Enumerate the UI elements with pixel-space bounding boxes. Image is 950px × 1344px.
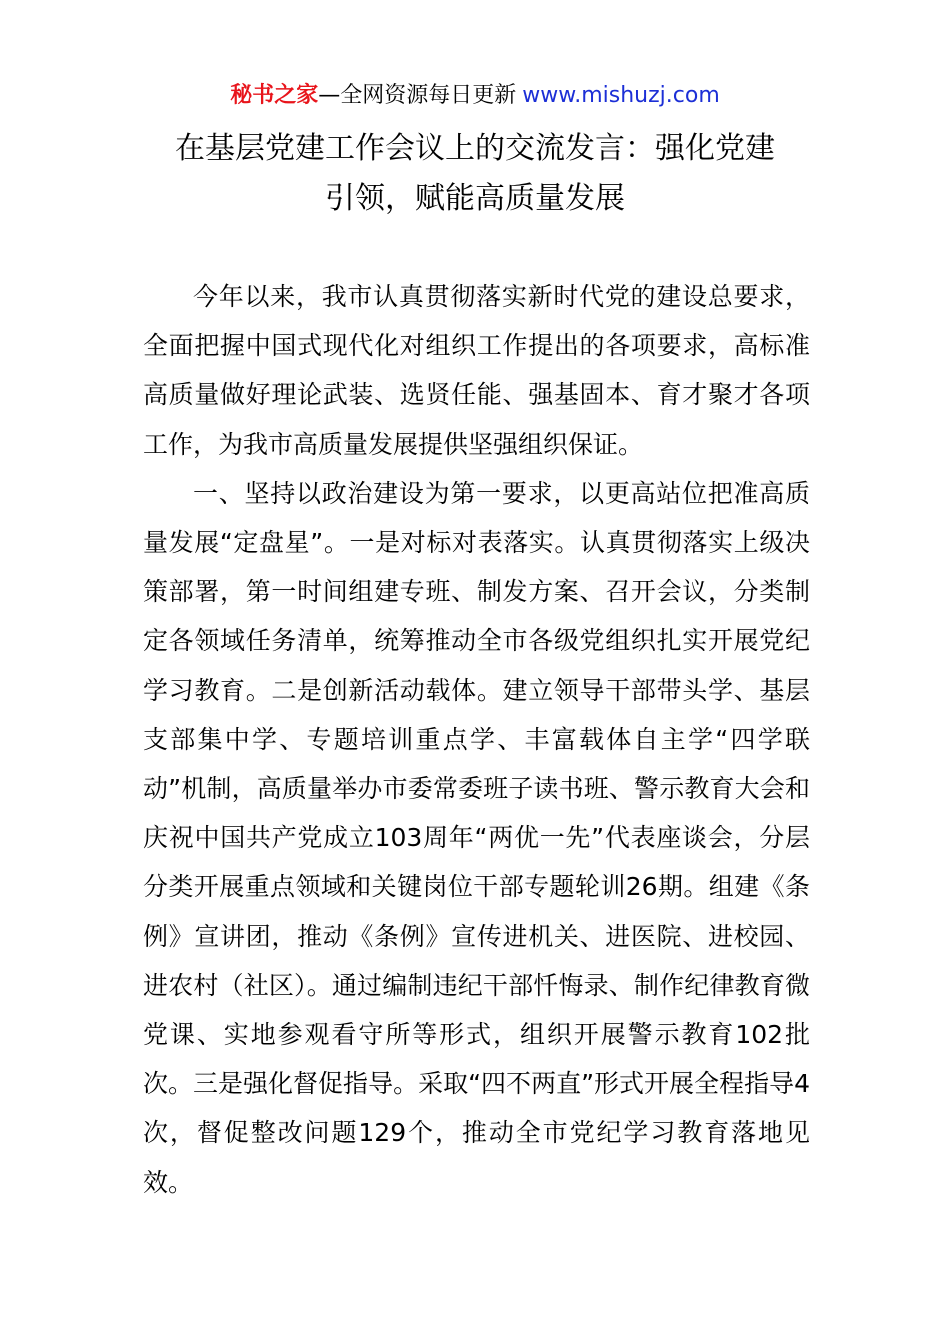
title-line-2: 引领，赋能高质量发展 [325,181,625,216]
title-line-1: 在基层党建工作会议上的交流发言：强化党建 [175,131,775,166]
site-header [0,80,950,112]
paragraph-section-1: 一、坚持以政治建设为第一要求，以更高站位把准高质量发展“定盘星”。一是对标对表落实。认真贯彻落实上级决策部署，第一时间组建专班、制发方案、召开会议，分类制定各领域任务清单，统筹推动全市各级党组织扎实开展党纪学习教育。二是创新活动载体。建立领导干部带头学、基层支部集中学、专题培训重点学、丰富载体自主学“四学联动”机制，高质量举办市委常委班子读书班、警示教育大会和庆祝中国共产党成立103周年“两优一先”代表座谈会，分层分类开展重点领域和关键岗位干部专题轮训26期。组建《条例》宣讲团，推动《条例》宣传进机关、进医院、进校园、进农村（社区）。通过编制违纪干部忏悔录、制作纪律教育微党课、实地参观看守所等形式，组织开展警示教育102批次。三是强化督促指导。采取“四不两直”形式开展全程指导4次，督促整改问题129个，推动全市党纪学习教育落地见效。 [143,478,810,1197]
document-title [130,124,820,224]
brand-name: 秘书之家 [230,83,319,108]
header-tagline: —全网资源每日更新 [318,83,517,108]
site-url-link[interactable]: www.mishuzj.com [522,83,720,108]
document-body [143,272,810,1207]
paragraph-intro: 今年以来，我市认真贯彻落实新时代党的建设总要求，全面把握中国式现代化对组织工作提出的各项要求，高标准高质量做好理论武装、选贤任能、强基固本、育才聚才各项工作，为我市高质量发展提供坚强组织保证。 [143,282,810,459]
